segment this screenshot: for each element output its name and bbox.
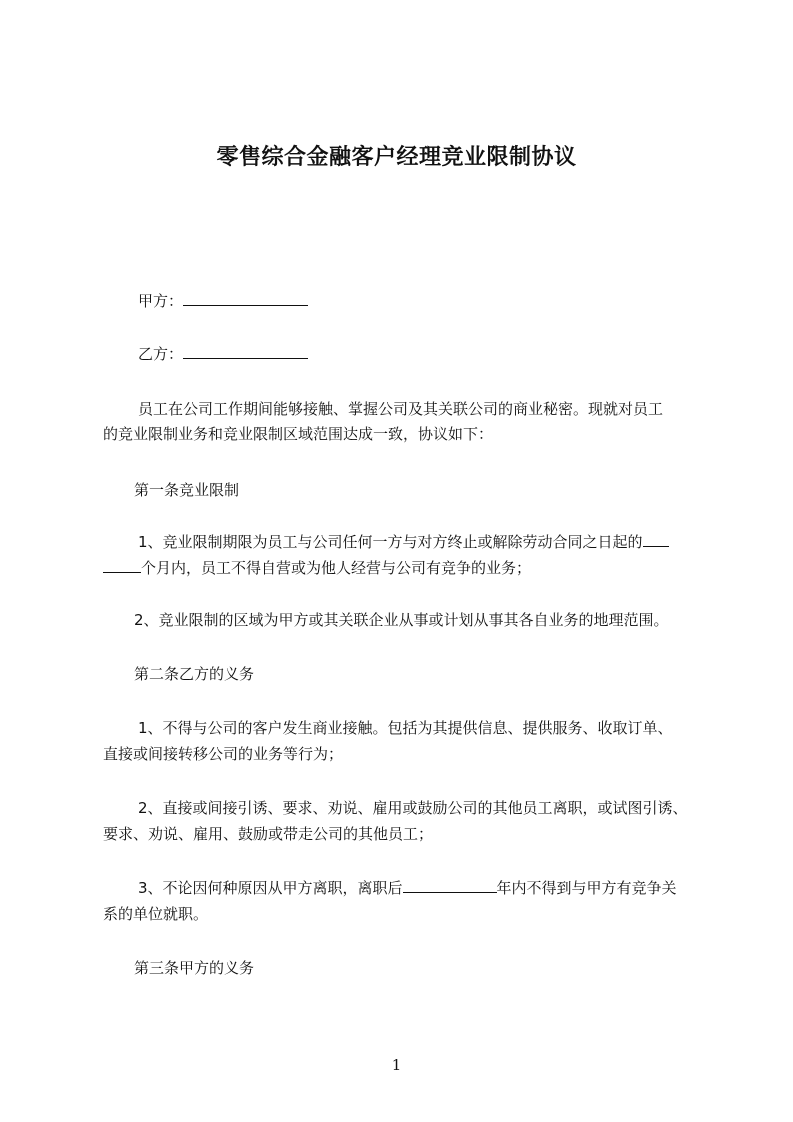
years-blank <box>403 878 497 893</box>
article-1-item-1-suffix: 个月内，员工不得自营或为他人经营与公司有竞争的业务； <box>141 559 532 577</box>
article-2-item-2-line-1: 2、直接或间接引诱、要求、劝说、雇用或鼓励公司的其他员工离职，或试图引诱、 <box>138 799 688 817</box>
article-2-item-3-prefix: 3、不论因何种原因从甲方离职，离职后 <box>138 879 403 897</box>
party-a-line <box>138 291 738 311</box>
article-1-item-1-line-2 <box>103 558 703 578</box>
article-2-heading: 第二条乙方的义务 <box>134 665 255 683</box>
party-a-label: 甲方： <box>138 292 184 310</box>
intro-line-1: 员工在公司工作期间能够接触、掌握公司及其关联公司的商业秘密。现就对员工 <box>138 400 664 418</box>
article-1-item-1-prefix: 1、竞业限制期限为员工与公司任何一方与对方终止或解除劳动合同之日起的 <box>138 533 643 551</box>
document-title: 零售综合金融客户经理竞业限制协议 <box>216 145 577 170</box>
term-months-blank-a <box>643 532 669 547</box>
article-2-item-1-line-1: 1、不得与公司的客户发生商业接触。包括为其提供信息、提供服务、收取订单、 <box>138 719 673 737</box>
article-1-item-1-line-1 <box>138 532 738 552</box>
article-2-item-1-line-2: 直接或间接转移公司的业务等行为； <box>103 745 344 763</box>
intro-line-2: 的竞业限制业务和竞业限制区域范围达成一致，协议如下： <box>103 425 494 443</box>
page-number: 1 <box>391 1056 402 1074</box>
article-2-item-2-line-2: 要求、劝说、雇用、鼓励或带走公司的其他员工； <box>103 825 434 843</box>
term-months-blank-b <box>103 558 141 573</box>
party-b-label: 乙方： <box>138 345 184 363</box>
article-2-item-3-suffix: 年内不得到与甲方有竞争关 <box>496 879 677 897</box>
article-1-heading: 第一条竞业限制 <box>134 481 240 499</box>
party-b-line <box>138 344 738 364</box>
party-b-blank <box>183 344 308 359</box>
article-3-heading: 第三条甲方的义务 <box>134 959 255 977</box>
party-a-blank <box>183 291 308 306</box>
article-1-item-2: 2、竞业限制的区域为甲方或其关联企业从事或计划从事其各自业务的地理范围。 <box>134 611 669 629</box>
article-2-item-3-line-1 <box>138 878 738 898</box>
article-2-item-3-line-2: 系的单位就职。 <box>103 905 209 923</box>
